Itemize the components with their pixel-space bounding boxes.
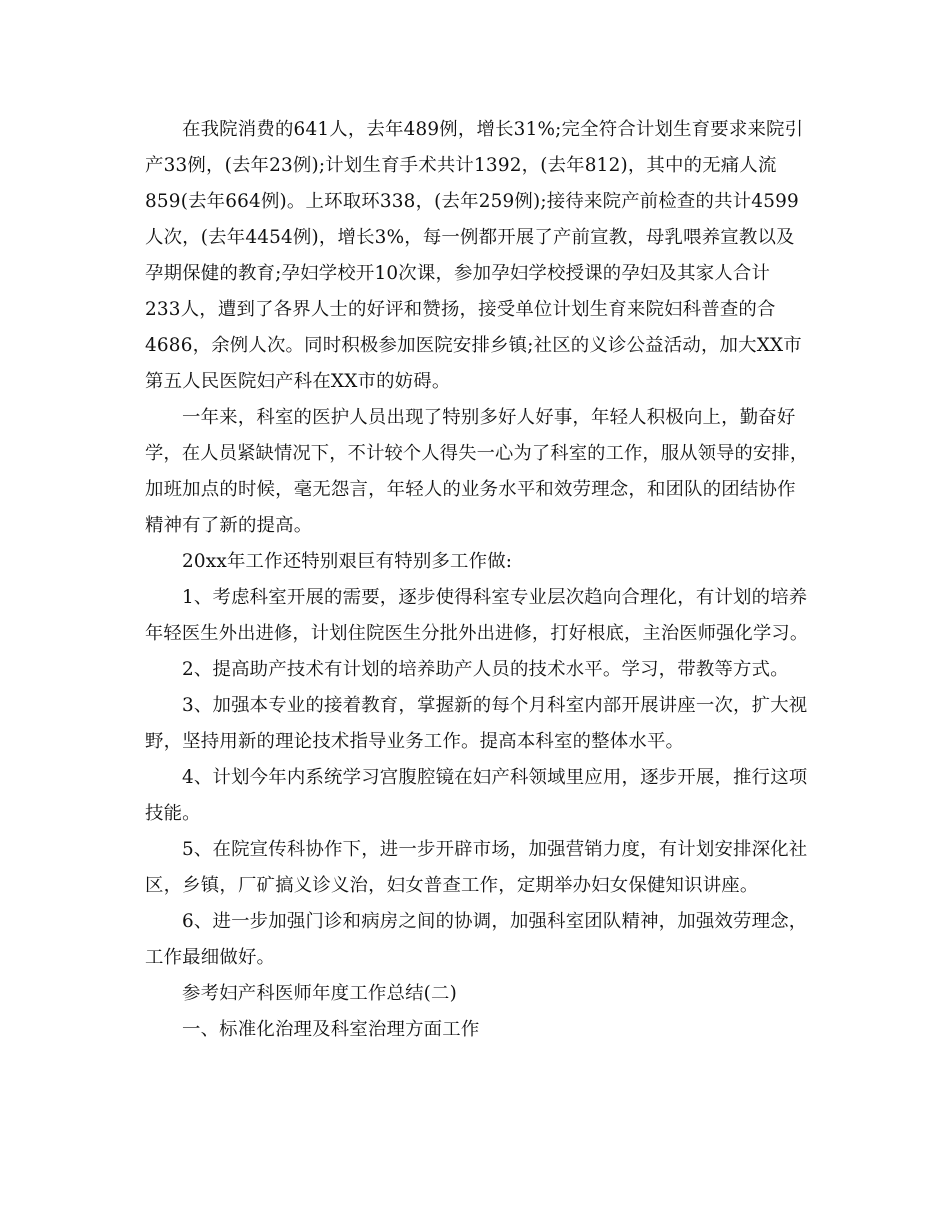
text-line: 技能。 — [145, 803, 201, 824]
text-line: 学，在人员紧缺情况下，不计较个人得失一心为了科室的工作，服从领导的安排， — [145, 443, 809, 464]
text-line: 一年来，科室的医护人员出现了特别多好人好事，年轻人积极向上，勤奋好 — [182, 407, 796, 428]
text-line: 区，乡镇，厂矿搞义诊义治，妇女普查工作，定期举办妇女保健知识讲座。 — [145, 875, 759, 896]
text-line: 加班加点的时候，毫无怨言，年轻人的业务水平和效劳理念，和团队的团结协作 — [145, 479, 796, 500]
text-line: 孕期保健的教育;孕妇学校开10次课，参加孕妇学校授课的孕妇及其家人合计 — [145, 263, 771, 284]
text-line: 在我院消费的641人，去年489例，增长31%;完全符合计划生育要求来院引 — [182, 119, 804, 140]
text-line: 20xx年工作还特别艰巨有特别多工作做: — [182, 551, 513, 572]
text-line: 233人，遭到了各界人士的好评和赞扬，接受单位计划生育来院妇科普查的合 — [145, 299, 776, 320]
text-line: 第五人民医院妇产科在XX市的妨碍。 — [145, 371, 451, 392]
text-line: 5、在院宣传科协作下，进一步开辟市场，加强营销力度，有计划安排深化社 — [182, 839, 808, 860]
section-heading: 一、标准化治理及科室治理方面工作 — [182, 1019, 480, 1040]
text-line: 人次，(去年4454例)，增长3%，每一例都开展了产前宣教，母乳喂养宣教以及 — [145, 227, 795, 248]
text-line: 1、考虑科室开展的需要，逐步使得科室专业层次趋向合理化，有计划的培养 — [182, 587, 808, 608]
text-line: 产33例，(去年23例);计划生育手术共计1392，(去年812)，其中的无痛人流 — [145, 155, 777, 176]
text-line: 野，坚持用新的理论技术指导业务工作。提高本科室的整体水平。 — [145, 731, 685, 752]
text-line: 4686，余例人次。同时积极参加医院安排乡镇;社区的义诊公益活动，加大XX市 — [145, 335, 802, 356]
text-line: 4、计划今年内系统学习宫腹腔镜在妇产科领域里应用，逐步开展，推行这项 — [182, 767, 808, 788]
text-line: 年轻医生外出进修，计划住院医生分批外出进修，打好根底，主治医师强化学习。 — [145, 623, 809, 644]
text-line: 3、加强本专业的接着教育，掌握新的每个月科室内部开展讲座一次，扩大视 — [182, 695, 808, 716]
text-line: 工作最细做好。 — [145, 947, 276, 968]
text-line: 精神有了新的提高。 — [145, 515, 313, 536]
section-heading: 参考妇产科医师年度工作总结(二) — [182, 983, 458, 1004]
text-line: 859(去年664例)。上环取环338，(去年259例);接待来院产前检查的共计4599 — [145, 191, 799, 212]
text-line: 2、提高助产技术有计划的培养助产人员的技术水平。学习，带教等方式。 — [182, 659, 789, 680]
text-line: 6、进一步加强门诊和病房之间的协调，加强科室团队精神，加强效劳理念， — [182, 911, 808, 932]
